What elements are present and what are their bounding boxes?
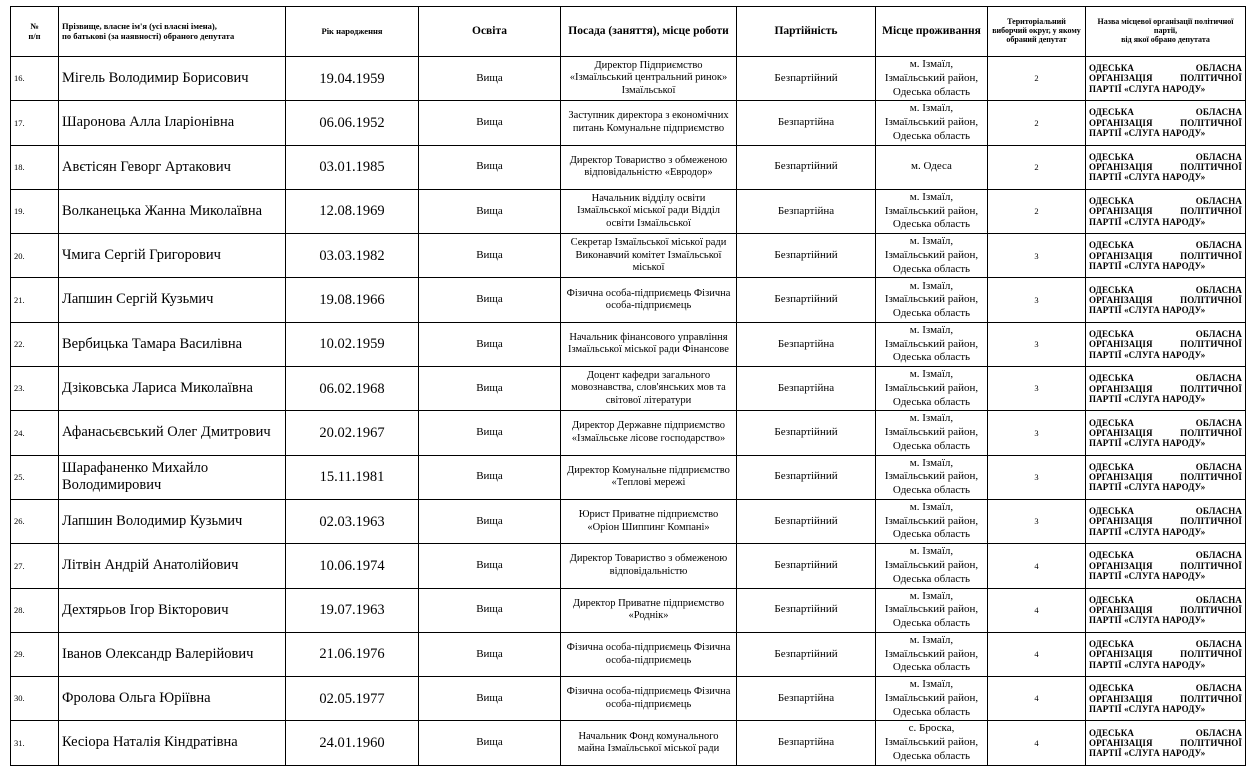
electoral-district: 3 xyxy=(988,234,1086,278)
residence: м. Ізмаїл, Ізмаїльський район, Одеська область xyxy=(876,411,988,455)
org-line-3: ПАРТІЇ «СЛУГА НАРОДУ» xyxy=(1089,83,1206,94)
electoral-district: 3 xyxy=(988,367,1086,411)
org-line-3: ПАРТІЇ «СЛУГА НАРОДУ» xyxy=(1089,305,1206,316)
deputy-name: Волканецька Жанна Миколаївна xyxy=(59,189,286,233)
table-body xyxy=(11,57,1246,766)
electoral-district: 2 xyxy=(988,189,1086,233)
residence: м. Ізмаїл, Ізмаїльський район, Одеська область xyxy=(876,455,988,499)
deputy-name: Авєтісян Геворг Артакович xyxy=(59,145,286,189)
deputy-name: Вербицька Тамара Василівна xyxy=(59,322,286,366)
party-membership: Безпартійний xyxy=(737,588,876,632)
org-line-3: ПАРТІЇ «СЛУГА НАРОДУ» xyxy=(1089,748,1206,759)
party-membership: Безпартійна xyxy=(737,101,876,145)
party-organization xyxy=(1086,322,1246,366)
party-membership: Безпартійна xyxy=(737,189,876,233)
deputy-name: Лапшин Сергій Кузьмич xyxy=(59,278,286,322)
education: Вища xyxy=(419,322,561,366)
electoral-district: 3 xyxy=(988,455,1086,499)
electoral-district: 3 xyxy=(988,278,1086,322)
birth-date: 06.02.1968 xyxy=(286,367,419,411)
position: Фізична особа-підприємець Фізична особа-підприємець xyxy=(561,278,737,322)
education: Вища xyxy=(419,499,561,543)
table-row xyxy=(11,189,1246,233)
row-number: 20. xyxy=(11,234,59,278)
education: Вища xyxy=(419,588,561,632)
electoral-district: 4 xyxy=(988,632,1086,676)
deputy-name: Фролова Ольга Юріївна xyxy=(59,677,286,721)
deputy-name: Шарафаненко Михайло Володимирович xyxy=(59,455,286,499)
org-line-2: ОРГАНІЗАЦІЯ ПОЛІТИЧНОЇ xyxy=(1089,693,1242,704)
birth-date: 15.11.1981 xyxy=(286,455,419,499)
org-line-3: ПАРТІЇ «СЛУГА НАРОДУ» xyxy=(1089,349,1206,360)
birth-date: 20.02.1967 xyxy=(286,411,419,455)
education: Вища xyxy=(419,455,561,499)
org-line-2: ОРГАНІЗАЦІЯ ПОЛІТИЧНОЇ xyxy=(1089,339,1242,350)
birth-date: 21.06.1976 xyxy=(286,632,419,676)
table-row xyxy=(11,411,1246,455)
residence: м. Ізмаїл, Ізмаїльський район, Одеська область xyxy=(876,677,988,721)
org-line-2: ОРГАНІЗАЦІЯ ПОЛІТИЧНОЇ xyxy=(1089,649,1242,660)
header-district: Територіальний виборчий округ, у якому обраний депутат xyxy=(988,7,1086,57)
birth-date: 02.03.1963 xyxy=(286,499,419,543)
birth-date: 03.03.1982 xyxy=(286,234,419,278)
birth-date: 10.02.1959 xyxy=(286,322,419,366)
header-position: Посада (заняття), місце роботи xyxy=(561,7,737,57)
education: Вища xyxy=(419,57,561,101)
deputy-name: Кесіора Наталія Кіндратівна xyxy=(59,721,286,765)
residence: с. Броска, Ізмаїльський район, Одеська область xyxy=(876,721,988,765)
org-line-2: ОРГАНІЗАЦІЯ ПОЛІТИЧНОЇ xyxy=(1089,427,1242,438)
org-line-1: ОДЕСЬКА ОБЛАСНА xyxy=(1089,63,1242,74)
org-line-3: ПАРТІЇ «СЛУГА НАРОДУ» xyxy=(1089,571,1206,582)
table-row xyxy=(11,234,1246,278)
residence: м. Ізмаїл, Ізмаїльський район, Одеська область xyxy=(876,499,988,543)
deputies-table xyxy=(10,6,1246,766)
education: Вища xyxy=(419,367,561,411)
party-membership: Безпартійний xyxy=(737,544,876,588)
deputy-name: Афанасьєвський Олег Дмитрович xyxy=(59,411,286,455)
org-line-1: ОДЕСЬКА ОБЛАСНА xyxy=(1089,683,1242,694)
row-number: 23. xyxy=(11,367,59,411)
residence: м. Ізмаїл, Ізмаїльський район, Одеська область xyxy=(876,588,988,632)
position: Фізична особа-підприємець Фізична особа-підприємець xyxy=(561,632,737,676)
party-membership: Безпартійний xyxy=(737,278,876,322)
table-row xyxy=(11,455,1246,499)
party-membership: Безпартійний xyxy=(737,234,876,278)
org-line-1: ОДЕСЬКА ОБЛАСНА xyxy=(1089,638,1242,649)
party-organization xyxy=(1086,101,1246,145)
position: Юрист Приватне підприємство «Оріон Шиппинг Компані» xyxy=(561,499,737,543)
residence: м. Ізмаїл, Ізмаїльський район, Одеська область xyxy=(876,632,988,676)
education: Вища xyxy=(419,189,561,233)
table-row xyxy=(11,588,1246,632)
position: Заступник директора з економічних питань Комунальне підприємство xyxy=(561,101,737,145)
electoral-district: 4 xyxy=(988,544,1086,588)
birth-date: 19.08.1966 xyxy=(286,278,419,322)
party-organization xyxy=(1086,367,1246,411)
deputy-name: Дзіковська Лариса Миколаївна xyxy=(59,367,286,411)
electoral-district: 3 xyxy=(988,411,1086,455)
residence: м. Ізмаїл, Ізмаїльський район, Одеська область xyxy=(876,57,988,101)
row-number: 28. xyxy=(11,588,59,632)
org-line-1: ОДЕСЬКА ОБЛАСНА xyxy=(1089,727,1242,738)
org-line-1: ОДЕСЬКА ОБЛАСНА xyxy=(1089,373,1242,384)
table-row xyxy=(11,278,1246,322)
table-row xyxy=(11,499,1246,543)
org-line-1: ОДЕСЬКА ОБЛАСНА xyxy=(1089,107,1242,118)
education: Вища xyxy=(419,411,561,455)
party-membership: Безпартійний xyxy=(737,57,876,101)
education: Вища xyxy=(419,544,561,588)
birth-date: 19.07.1963 xyxy=(286,588,419,632)
education: Вища xyxy=(419,145,561,189)
position: Директор Товариство з обмеженою відповідальністю xyxy=(561,544,737,588)
table-row xyxy=(11,145,1246,189)
electoral-district: 4 xyxy=(988,721,1086,765)
org-line-3: ПАРТІЇ «СЛУГА НАРОДУ» xyxy=(1089,659,1206,670)
org-line-2: ОРГАНІЗАЦІЯ ПОЛІТИЧНОЇ xyxy=(1089,250,1242,261)
party-organization xyxy=(1086,455,1246,499)
row-number: 30. xyxy=(11,677,59,721)
row-number: 17. xyxy=(11,101,59,145)
row-number: 22. xyxy=(11,322,59,366)
electoral-district: 2 xyxy=(988,101,1086,145)
party-membership: Безпартійний xyxy=(737,145,876,189)
party-organization xyxy=(1086,411,1246,455)
position: Директор Підприємство «Ізмаїльський центральний ринок» Ізмаїльської xyxy=(561,57,737,101)
org-line-3: ПАРТІЇ «СЛУГА НАРОДУ» xyxy=(1089,438,1206,449)
deputy-name: Літвін Андрій Анатолійович xyxy=(59,544,286,588)
residence: м. Ізмаїл, Ізмаїльський район, Одеська область xyxy=(876,278,988,322)
org-line-3: ПАРТІЇ «СЛУГА НАРОДУ» xyxy=(1089,526,1206,537)
header-party: Партійність xyxy=(737,7,876,57)
party-organization xyxy=(1086,189,1246,233)
header-num: № п/п xyxy=(11,7,59,57)
education: Вища xyxy=(419,278,561,322)
residence: м. Ізмаїл, Ізмаїльський район, Одеська область xyxy=(876,367,988,411)
row-number: 18. xyxy=(11,145,59,189)
party-organization xyxy=(1086,588,1246,632)
electoral-district: 4 xyxy=(988,677,1086,721)
org-line-2: ОРГАНІЗАЦІЯ ПОЛІТИЧНОЇ xyxy=(1089,73,1242,84)
party-organization xyxy=(1086,544,1246,588)
education: Вища xyxy=(419,632,561,676)
education: Вища xyxy=(419,234,561,278)
residence: м. Одеса xyxy=(876,145,988,189)
org-line-1: ОДЕСЬКА ОБЛАСНА xyxy=(1089,151,1242,162)
residence: м. Ізмаїл, Ізмаїльський район, Одеська область xyxy=(876,322,988,366)
party-membership: Безпартійна xyxy=(737,367,876,411)
party-organization xyxy=(1086,499,1246,543)
table-row xyxy=(11,544,1246,588)
electoral-district: 3 xyxy=(988,322,1086,366)
table-row xyxy=(11,677,1246,721)
position: Начальник фінансового управління Ізмаїльської міської ради Фінансове xyxy=(561,322,737,366)
position: Начальник Фонд комунального майна Ізмаїльської міської ради xyxy=(561,721,737,765)
org-line-1: ОДЕСЬКА ОБЛАСНА xyxy=(1089,417,1242,428)
row-number: 24. xyxy=(11,411,59,455)
org-line-2: ОРГАНІЗАЦІЯ ПОЛІТИЧНОЇ xyxy=(1089,294,1242,305)
education: Вища xyxy=(419,677,561,721)
org-line-1: ОДЕСЬКА ОБЛАСНА xyxy=(1089,328,1242,339)
org-line-1: ОДЕСЬКА ОБЛАСНА xyxy=(1089,594,1242,605)
header-year: Рік народження xyxy=(286,7,419,57)
row-number: 21. xyxy=(11,278,59,322)
org-line-3: ПАРТІЇ «СЛУГА НАРОДУ» xyxy=(1089,128,1206,139)
party-organization xyxy=(1086,234,1246,278)
header-residence: Місце проживання xyxy=(876,7,988,57)
party-membership: Безпартійний xyxy=(737,632,876,676)
table-row xyxy=(11,367,1246,411)
birth-date: 03.01.1985 xyxy=(286,145,419,189)
org-line-3: ПАРТІЇ «СЛУГА НАРОДУ» xyxy=(1089,261,1206,271)
table-header xyxy=(11,7,1246,57)
table-row xyxy=(11,322,1246,366)
org-line-1: ОДЕСЬКА ОБЛАСНА xyxy=(1089,196,1242,207)
org-line-3: ПАРТІЇ «СЛУГА НАРОДУ» xyxy=(1089,216,1206,227)
position: Директор Державне підприємство «Ізмаїльське лісове господарство» xyxy=(561,411,737,455)
table-row xyxy=(11,57,1246,101)
row-number: 29. xyxy=(11,632,59,676)
electoral-district: 2 xyxy=(988,57,1086,101)
row-number: 27. xyxy=(11,544,59,588)
birth-date: 06.06.1952 xyxy=(286,101,419,145)
org-line-2: ОРГАНІЗАЦІЯ ПОЛІТИЧНОЇ xyxy=(1089,117,1242,128)
org-line-1: ОДЕСЬКА ОБЛАСНА xyxy=(1089,550,1242,561)
deputy-name: Шаронова Алла Іларіонівна xyxy=(59,101,286,145)
party-membership: Безпартійний xyxy=(737,411,876,455)
deputy-name: Лапшин Володимир Кузьмич xyxy=(59,499,286,543)
position: Начальник відділу освіти Ізмаїльської міської ради Відділ освіти Ізмаїльської xyxy=(561,189,737,233)
education: Вища xyxy=(419,721,561,765)
org-line-2: ОРГАНІЗАЦІЯ ПОЛІТИЧНОЇ xyxy=(1089,383,1242,394)
org-line-1: ОДЕСЬКА ОБЛАСНА xyxy=(1089,461,1242,472)
org-line-3: ПАРТІЇ «СЛУГА НАРОДУ» xyxy=(1089,615,1206,626)
party-organization xyxy=(1086,145,1246,189)
education: Вища xyxy=(419,101,561,145)
residence: м. Ізмаїл, Ізмаїльський район, Одеська область xyxy=(876,544,988,588)
party-organization xyxy=(1086,721,1246,765)
electoral-district: 2 xyxy=(988,145,1086,189)
table-row xyxy=(11,632,1246,676)
party-organization xyxy=(1086,278,1246,322)
row-number: 31. xyxy=(11,721,59,765)
org-line-2: ОРГАНІЗАЦІЯ ПОЛІТИЧНОЇ xyxy=(1089,605,1242,616)
org-line-1: ОДЕСЬКА ОБЛАСНА xyxy=(1089,506,1242,517)
position: Доцент кафедри загального мовознавства, слов'янських мов та світової літератури xyxy=(561,367,737,411)
electoral-district: 3 xyxy=(988,499,1086,543)
row-number: 19. xyxy=(11,189,59,233)
position: Фізична особа-підприємець Фізична особа-підприємець xyxy=(561,677,737,721)
org-line-3: ПАРТІЇ «СЛУГА НАРОДУ» xyxy=(1089,703,1206,714)
position: Секретар Ізмаїльської міської ради Виконавчий комітет Ізмаїльської міської xyxy=(561,234,737,278)
org-line-3: ПАРТІЇ «СЛУГА НАРОДУ» xyxy=(1089,393,1206,404)
org-line-2: ОРГАНІЗАЦІЯ ПОЛІТИЧНОЇ xyxy=(1089,516,1242,527)
deputy-name: Мігель Володимир Борисович xyxy=(59,57,286,101)
birth-date: 19.04.1959 xyxy=(286,57,419,101)
table-row xyxy=(11,101,1246,145)
deputy-name: Іванов Олександр Валерійович xyxy=(59,632,286,676)
row-number: 26. xyxy=(11,499,59,543)
birth-date: 12.08.1969 xyxy=(286,189,419,233)
org-line-2: ОРГАНІЗАЦІЯ ПОЛІТИЧНОЇ xyxy=(1089,560,1242,571)
residence: м. Ізмаїл, Ізмаїльський район, Одеська область xyxy=(876,101,988,145)
residence: м. Ізмаїл, Ізмаїльський район, Одеська область xyxy=(876,189,988,233)
org-line-3: ПАРТІЇ «СЛУГА НАРОДУ» xyxy=(1089,172,1206,183)
birth-date: 24.01.1960 xyxy=(286,721,419,765)
org-line-2: ОРГАНІЗАЦІЯ ПОЛІТИЧНОЇ xyxy=(1089,737,1242,748)
org-line-2: ОРГАНІЗАЦІЯ ПОЛІТИЧНОЇ xyxy=(1089,162,1242,173)
org-line-1: ОДЕСЬКА ОБЛАСНА xyxy=(1089,284,1242,295)
position: Директор Приватне підприємство «Роднік» xyxy=(561,588,737,632)
row-number: 25. xyxy=(11,455,59,499)
header-name: Прізвище, власне ім'я (усі власні імена), по батькові (за наявності) обраного депутата xyxy=(59,7,286,57)
deputy-name: Чмига Сергій Григорович xyxy=(59,234,286,278)
party-membership: Безпартійна xyxy=(737,677,876,721)
party-organization xyxy=(1086,632,1246,676)
table-row xyxy=(11,721,1246,765)
org-line-2: ОРГАНІЗАЦІЯ ПОЛІТИЧНОЇ xyxy=(1089,206,1242,217)
position: Директор Комунальне підприємство «Теплові мережі xyxy=(561,455,737,499)
row-number: 16. xyxy=(11,57,59,101)
org-line-3: ПАРТІЇ «СЛУГА НАРОДУ» xyxy=(1089,482,1206,493)
party-organization xyxy=(1086,677,1246,721)
header-organization: Назва місцевої організації політичної партії, від якої обрано депутата xyxy=(1086,7,1246,57)
party-membership: Безпартійний xyxy=(737,455,876,499)
party-organization xyxy=(1086,57,1246,101)
position: Директор Товариство з обмеженою відповідальністю «Евродор» xyxy=(561,145,737,189)
residence: м. Ізмаїл, Ізмаїльський район, Одеська область xyxy=(876,234,988,278)
org-line-2: ОРГАНІЗАЦІЯ ПОЛІТИЧНОЇ xyxy=(1089,472,1242,483)
header-education: Освіта xyxy=(419,7,561,57)
party-membership: Безпартійна xyxy=(737,322,876,366)
org-line-1: ОДЕСЬКА ОБЛАСНА xyxy=(1089,240,1242,251)
party-membership: Безпартійна xyxy=(737,721,876,765)
party-membership: Безпартійний xyxy=(737,499,876,543)
electoral-district: 4 xyxy=(988,588,1086,632)
deputy-name: Дехтярьов Ігор Вікторович xyxy=(59,588,286,632)
birth-date: 02.05.1977 xyxy=(286,677,419,721)
birth-date: 10.06.1974 xyxy=(286,544,419,588)
